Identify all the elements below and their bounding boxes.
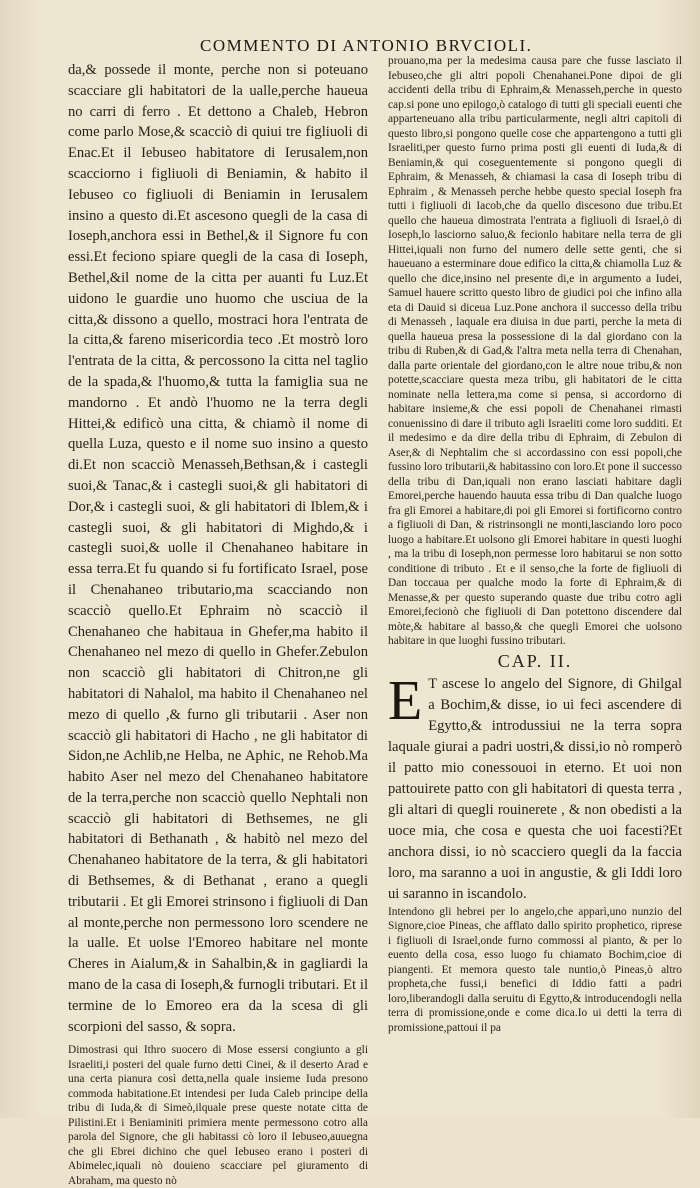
running-head: COMMENTO DI ANTONIO BRVCIOLI.	[200, 36, 533, 55]
chapter-heading: CAP. II.	[497, 650, 573, 671]
chapter-main-text: T ascese lo angelo del Signore, di Ghilgal a Bochim,& disse, io ui feci ascendere di Egytto,& introdussiui ne la terra sopra laquale giurai a padri uostri,& dissi,io nò romperò il patto mio conessouoi in eterno. Et uoi non pattouirete patto con gli habitatori di questa terra , gli altari di quegli rouinerete , & non obedisti a la uoce mia, che cosa e questa che uoi facesti?Et anchora dissi, io nò scacciero quegli da la faccia loro, ma saranno a uoi in angustie, & gli Iddi loro ui saranno in iscandolo.	[388, 675, 682, 902]
left-column	[68, 60, 368, 1187]
drop-cap: E	[388, 669, 423, 732]
left-main-text: da,& possede il monte, perche non si poteuano scacciare gli habitatori de la ualle,perche haueua no carri di ferro . Et dettono a Chaleb, Hebron come parlo Mose,& scacciò di quiui tre figliuoli di Enac.Et il Iebuseo habitatore di Ierusalem,non scacciorno i figliuoli di Beniamin, & habito il Iebuseo co figliuoli di Beniamin in Ierusalem insino a questo di.Et ascesono quegli de la casa di Ioseph,anchora essi in Bethel,& il Signore fu con essi.Et feciono spiare quegli de la casa di Ioseph, Bethel,&il nome de la citta per auanti fu Luz.Et uidono le guardie uno huomo che usciua de la citta,& dissono a quello, mostraci hora l'entrata de la citta,& fareno misericordia teco .Et mostrò loro l'entrata de la citta, & percossono la citta nel taglio de la spada,& l'huomo,& tutta la famiglia sua ne mandorno . Et andò l'huomo ne la terra degli Hittei,& edificò una citta, & chiamò il nome di quella Luza, questo e il nome suo insino a questo di.Et non scacciò Menasseh,Bethsan,& i castegli suoi,& Tanac,& i castegli suoi,& gli habitatori di Dor,& i castegli suoi, & gli habitatori di Iblem,& i castegli suoi, & gli habitatori di Mighdo,& i castegli suoi,& uolle il Chenahaneo habitare in essa terra.Et fu quando si fu fortificato Israel, pose il Chenahaneo tributario,ma scacciando non scacciò quello.Et Ephraim nò scacciò il Chenahaneo che habitaua in Ghefer,ma habito il Chenahaneo nel mezo di quello in Ghefer.Zebulon non scacciò gli habitatori di Chitron,ne gli habitatori di Nahalol, ma habito il Chenahaneo nel mezo di quello ,& furno gli tributarii . Aser non scacciò gli habitatori di Hacho , ne gli habitator di Sidon,ne Achlib,ne Helba, ne Aphic, ne Rehob.Ma habito Aser nel mezo del Chenahaneo habitatore de la terra,perche non scacciò quello Nephtali non scacciò gli habitatori di Bethsemes, ne gli habitatori di Bethanath , & habitò nel mezo del Chenahaneo habitatore de la terra, & gli habitatori di Bethsemes, & di Bethanat , erano a quegli tributarii . Et gli Emorei strinsono i figliuoli di Dan al monte,perche non permessono loro scendere ne la ualle. Et uolse l'Emoreo habitare nel monte Cheres in Aialum,& in Sahalbin,& in gagliardi la mano de la casa di Ioseph,& furnogli tributari. Et il termine de lo Emoreo era da la scesa di gli scorpioni del sasso, & sopra.	[68, 62, 368, 1035]
right-commentary-bottom: Intendono gli hebrei per lo angelo,che apparì,uno nunzio del Signore,cioe Pineas, che afflato dallo spirito prophetico, riprese i figliuoli di Israel,onde furno commossi al pianto, & per lo euento della cosa, esso luogo fu chiamato Bochim,cioe di piangenti. Et memora questo tale nuntio,ò Pineas,ò altro propheta,che fussi,i benefici di Iddio fatti a padri loro,liberandogli dalla seruitu di Egytto,& introducendogli nella terra di promissione,onde e come dica.Io ui detti la terra di promissione,pattoui il pa	[388, 905, 682, 1034]
right-column	[388, 54, 682, 1099]
left-commentary: Dimostrasi qui Ithro suocero di Mose essersi congiunto a gli Israeliti,i posteri del quale furno detti Cinei, & il deserto Arad e una certa pianura così detta,nella quale insieme Iuda presono commoda habitatione.Et intendesi per Iuda Caleb principe della tribu di Iuda,& di Simeò,ilquale prese queste notate citta de Pilistini.Et i Beniaminiti primiera mente permessono cotro alla parola del Signore, che gli habitassi cò loro il Iebuseo,auuegna che gli Ebrei dichino che quel Iebuseo erano i posteri di Abimelec,iquali nò douieno scacciare pel giuramento di Abraham, ma questo nò	[68, 1044, 368, 1187]
right-commentary: prouano,ma per la medesima causa pare che fusse lasciato il Iebuseo,che gli altri popoli Chenahanei.Pone dipoi de gli accidenti della tribu di Ephraim,& Menasseh,perche in questo cap.si pone uno epilogo,ò catalogo di tutti gli speciali euenti che apparteneuano alla tribu particularmente, negli altri capitoli di questo libro,si pongono quelle cose che appartengono a tutti gli Israeliti,per questo furno prima posti gli euenti di Iuda,& di Beniamin,& qui coseguentemente si pongono quegli di Ephraim, & Menasseh, & chiamasi la casa di Ioseph tribu di Ephraim , & Menasseh perche hebbe questo special Ioseph fra tutti i figliuoli di Iacob,che da quello discesono due tribu.Et quello che haueua dimostrata l'entrata a figliuoli di Israel,ò di Ioseph,lo lasciorno saluo,& fecionlo habitare nella terra de gli Hittei,iquali non furno del numero delle sette genti, che si haueuano a esterminare doue edifico la citta,& chiamolla Luz & quello che dice,insino nel presente di,e in argumento a Iudei, Samuel hauere scritto questo libro de giudici poi che infino alla eta di Dauid si diceua Luz.Pone anchora il successo della tribu di Menasseh , laquale era diuisa in due parti, perche la meta di quella haueua presa la possessione di la dal giordano con la tribu di Ruben,& di Gad,& l'altra meta nella terra di Chenahan, dalla parte orientale del giordano,con le altre noue tribu,& non potette,scacciare questa meza tribu, gli habitatori de le citta nominate nella lettera,ma come si pensa, si accordorno di habitare insieme,& che essi popoli de Chenahanei rimasti conuenissino di dare il tributo agli Israeliti come loro sudditi. Et il medesimo e da dire della tribu di Ephraim, di Zebulon di Aser,& di Nephtalim che si accordassino con essi popoli,che fussino loro tributarii,& habitassino con loro.Et pone il successo della tribu di Dan,iquali non erano lasciati habitare dagli Emorei,perche hauendo hauuta essa tribu di Dan qualche luogo fra gli Emorei a habitare,di poi gli Emorei si fortificorno contro a figliuoli di Dan, & ristrinsongli ne monti,lasciando loro poco luogo a habitare.Et uolsono gli Emorei habitare in questi luoghi , ma la tribu di Ioseph,non permesse loro habitarui se non sotto conditione di tributo . Et e il senso,che la forte de figliuoli di Dan toccaua per qualche modo la forte di Ephraim,& di Menasse,& per questo superando quaste due tribu cotro agli Emorei,fecionò che figliuoli di Dan potettono discendere dal mòte,& habitare al basso,& che quegli Emorei che uolsono habitare in que luoghi fussino tributari.	[388, 55, 682, 647]
chapter-opening-text	[388, 669, 682, 905]
